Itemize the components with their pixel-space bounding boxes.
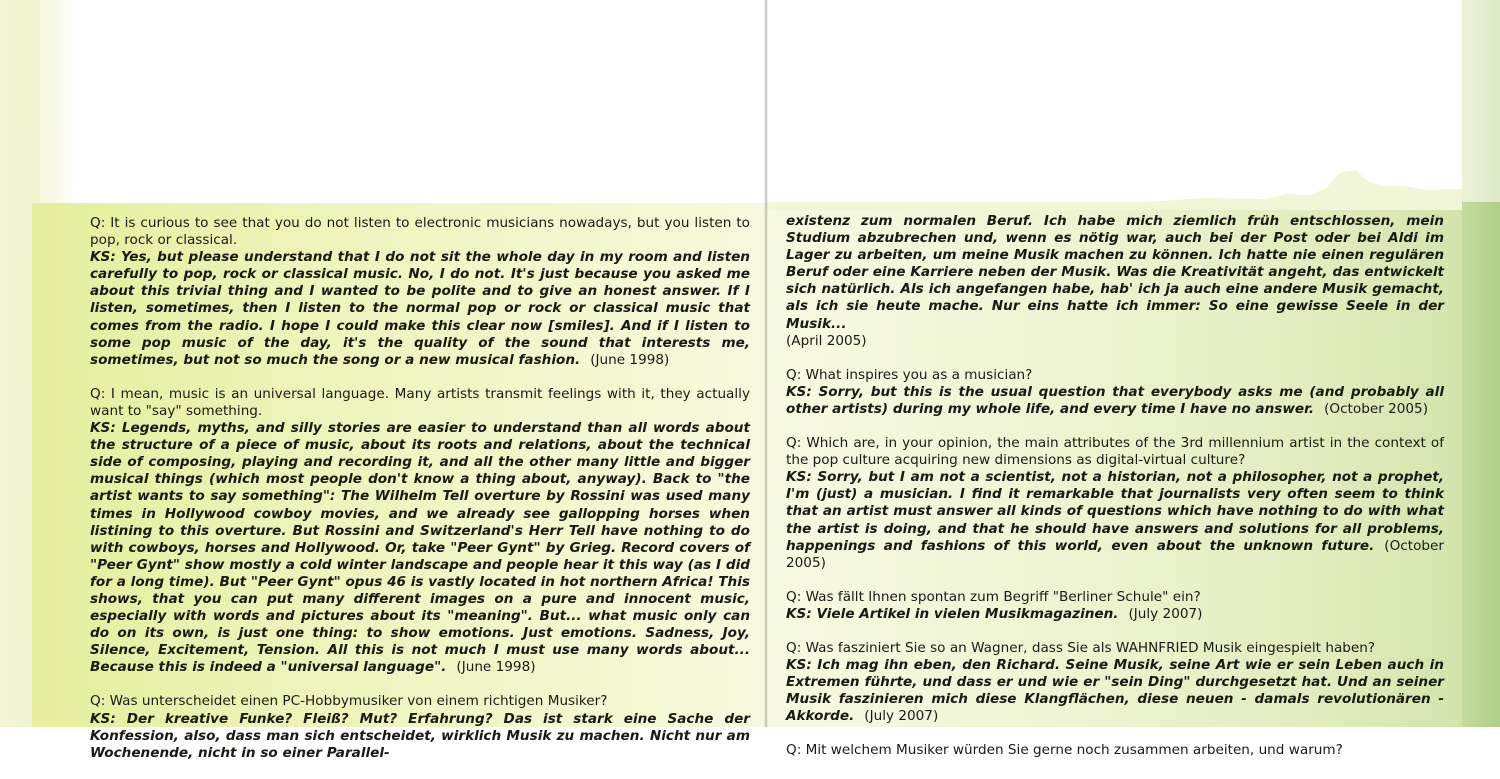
answer-text: KS: Legends, myths, and silly stories are easier to understand than all words about the structure of a piece of music, about its roots and relations, about the technical side of composing, playing and recording it, and all the other many little and bigger musical things (which most people don't know a thing about, anyway). Back to "the artist wants to say something": The Wilhelm Tell overture by Rossini was used many times in Hollywood cowboy movies, and we already see gallopping horses when listining to this overture. But Rossini and Switzerland's Herr Tell have nothing to do with cowboys, horses and Hollywood. Or, take "Peer Gynt" by Grieg. Record covers of "Peer Gynt" show mostly a cold winter landscape and people hear it this way (as I did for a long time). But "Peer Gynt" opus 46 is vastly located in hot northern Africa! This shows, that you can put many different images on a pure and innocent music, especially with words and pictures about its "meaning". But... what music only can do on its own, is just one thing: to show emotions. Just emotions. Sadness, Joy, Silence, Excitement, Tension. All this is not much I must use many words about... Because this is indeed a "universal language".	[90, 420, 750, 676]
right-text-column	[786, 213, 1444, 777]
answer-date: (June 1998)	[590, 351, 670, 368]
left-text-column	[90, 215, 750, 779]
right-edge-strip	[1462, 202, 1500, 727]
interview-block	[90, 693, 750, 761]
interview-block	[90, 215, 750, 369]
interview-block	[90, 386, 750, 677]
answer-date: (July 2007)	[1128, 605, 1203, 622]
interview-block	[786, 742, 1444, 759]
interview-block	[786, 640, 1444, 725]
answer-text: KS: Sorry, but I am not a scientist, not a historian, not a philosopher, not a prophet, I'm (just) a musician. I find it remarkable that journalists very often seem to think that an artist must answer all kinds of questions which have nothing to do with what the artist is doing, and that he should have answers and solutions for all problems, happenings and fashions of this world, even about the unknown future.	[786, 469, 1444, 554]
question-text: Q: Was unterscheidet einen PC-Hobbymusiker von einem richtigen Musiker?	[90, 693, 608, 710]
answer-text: KS: Sorry, but this is the usual question that everybody asks me (and probably all other artists) during my whole life, and every time I have no answer.	[786, 383, 1444, 417]
question-text: Q: Mit welchem Musiker würden Sie gerne noch zusammen arbeiten, und warum?	[786, 742, 1343, 759]
answer-date: (July 2007)	[864, 708, 939, 725]
question-text: Q: What inspires you as a musician?	[786, 366, 1033, 383]
interview-block	[786, 589, 1444, 623]
answer-text: KS: Yes, but please understand that I do not sit the whole day in my room and listen carefully to pop, rock or classical music. No, I do not. It's just because you asked me about this trivial thing and I wanted to be polite and to give an honest answer. If I listen, sometimes, then I listen to the normal pop or rock or classical music that comes from the radio. I hope I could make this clear now [smiles]. And if I listen to some pop music of the day, it's the quality of the sound that interests me, sometimes, but not so much the song or a new musical fashion.	[90, 249, 750, 368]
answer-text: KS: Ich mag ihn eben, den Richard. Seine Musik, seine Art wie er sein Leben auch in Extremen führte, und dass er und wie er "sein Ding" durchgesetzt hat. Und an seiner Musik faszinieren mich diese Klangflächen, diese neuen - damals revolutionären - Akkorde.	[786, 657, 1444, 725]
answer-date: (October 2005)	[786, 537, 1444, 571]
answer-date: (June 1998)	[456, 659, 536, 676]
question-text: Q: Was fällt Ihnen spontan zum Begriff "Berliner Schule" ein?	[786, 588, 1201, 605]
right-edge-top-strip	[1462, 0, 1500, 202]
answer-date: (April 2005)	[786, 332, 867, 349]
question-text: Q: I mean, music is an universal language. Many artists transmit feelings with it, they actually want to "say" something.	[90, 385, 750, 419]
question-text: Q: Which are, in your opinion, the main attributes of the 3rd millennium artist in the context of the pop culture acquiring new dimensions as digital-virtual culture?	[786, 435, 1444, 469]
landscape-silhouette	[766, 0, 1500, 210]
left-page	[0, 0, 766, 761]
question-text: Q: Was fasziniert Sie so an Wagner, dass Sie als WAHNFRIED Musik eingespielt haben?	[786, 639, 1376, 656]
answer-continuation: existenz zum normalen Beruf. Ich habe mich ziemlich früh entschlossen, mein Studium abzubrechen und, wenn es nötig war, auch bei der Post oder bei Aldi im Lager zu arbeiten, um meine Musik machen zu können. Ich hatte nie einen regulären Beruf oder eine Karriere neben der Musik. Was die Kreativität angeht, das entwickelt sich natürlich. Als ich angefangen habe, hab' ich ja auch eine andere Musik gemacht, als ich sie heute mache. Nur eins hatte ich immer: So eine gewisse Seele in der Musik...	[786, 213, 1444, 332]
right-page	[766, 0, 1500, 759]
answer-text: KS: Viele Artikel in vielen Musikmagazinen.	[786, 605, 1119, 622]
book-spine	[764, 0, 768, 727]
answer-date: (October 2005)	[1324, 400, 1429, 417]
left-edge-top-strip	[40, 0, 72, 203]
question-text: Q: It is curious to see that you do not listen to electronic musicians nowadays, but you listen to pop, rock or classical.	[90, 215, 750, 249]
answer-text: KS: Der kreative Funke? Fleiß? Mut? Erfahrung? Das ist stark eine Sache der Konfession, also, dass man sich entscheidet, wirklich Musik zu machen. Nicht nur am Wochenende, nicht in so einer Parallel-	[90, 710, 750, 761]
interview-block	[786, 435, 1444, 572]
interview-block	[786, 367, 1444, 418]
interview-block	[786, 213, 1444, 350]
